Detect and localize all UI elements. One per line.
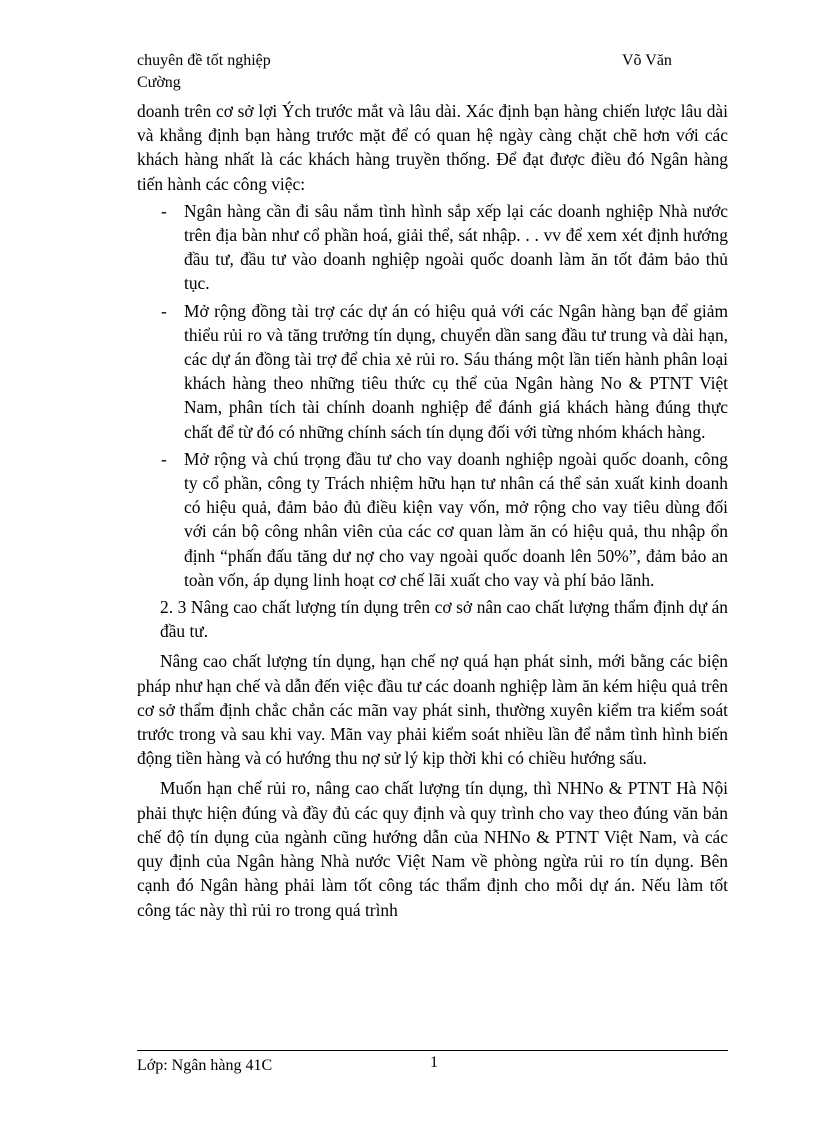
document-body — [137, 99, 728, 922]
header-author: Võ Văn — [622, 52, 672, 69]
header-left — [137, 50, 437, 94]
list-item — [137, 199, 728, 296]
list-item — [137, 299, 728, 444]
bullet-list — [137, 199, 728, 592]
footer-class-label: Lớp: Ngân hàng 41C — [137, 1057, 273, 1074]
bullet-text: Ngân hàng cần đi sâu nắm tình hình sắp xếp lại các doanh nghiệp Nhà nước trên địa bàn như cổ phần hoá, giải thể, sát nhập. . . vv để xem xét định hướng đầu tư, đầu tư vào doanh nghiệp ngoài quốc doanh làm ăn tốt đảm bảo thủ tục. — [184, 200, 728, 294]
footer-divider — [137, 1050, 728, 1051]
bullet-marker: - — [161, 448, 167, 469]
body-paragraph: Nâng cao chất lượng tín dụng, hạn chế nợ quá hạn phát sinh, mới bằng các biện pháp như hạn chế và dẫn đến việc đầu tư các doanh nghiệp làm ăn kém hiệu quả trên cơ sở thẩm định chắc chắn các mãn vay phát sinh, thường xuyên kiểm tra kiểm soát trước trong và sau khi vay. Mãn vay phải kiểm soát nhiều lần để nắm tình hình biến động tiền hàng và có hướng thu nợ sử lý kịp thời khi có chiều hướng sấu. — [137, 651, 728, 769]
header-title: chuyên đề tốt nghiệp — [137, 52, 271, 69]
page-number: 1 — [430, 1054, 438, 1071]
list-item — [137, 447, 728, 592]
body-paragraph: Muốn hạn chế rủi ro, nâng cao chất lượng tín dụng, thì NHNo & PTNT Hà Nội phải thực hiện đúng và đầy đủ các quy định và quy trình cho vay theo đúng văn bản chế độ tín dụng của ngành cũng hướng dẫn của NHNo & PTNT Việt Nam, và các quy định của Ngân hàng Nhà nước Việt Nam về phòng ngừa rủi ro tín dụng. Bên cạnh đó Ngân hàng phải làm tốt công tác thẩm định cho mỗi dự án. Nếu làm tốt công tác này thì rủi ro trong quá trình — [137, 778, 728, 920]
header-title-continued: Cường — [137, 74, 181, 91]
section-heading: 2. 3 Nâng cao chất lượng tín dụng trên cơ sở nân cao chất lượng thẩm định dự án đầu tư. — [160, 597, 728, 642]
bullet-marker: - — [161, 300, 167, 321]
intro-paragraph: doanh trên cơ sở lợi Ých trước mắt và lâu dài. Xác định bạn hàng chiến lược lâu dài và khẳng định bạn hàng trước mặt để có quan hệ ngày càng chặt chẽ hơn với các khách hàng nhất là các khách hàng truyền thống. Để đạt được điều đó Ngân hàng tiến hành các công việc: — [137, 101, 728, 194]
bullet-text: Mở rộng đồng tài trợ các dự án có hiệu quả với các Ngân hàng bạn để giảm thiểu rủi ro và tăng trưởng tín dụng, chuyển dần sang đầu tư trung và dài hạn, các dự án đồng tài trợ để chia xẻ rủi ro. Sáu tháng một lần tiến hành phân loại khách hàng theo những tiêu thức cụ thể của Ngân hàng No & PTNT Việt Nam, phân tích tài chính doanh nghiệp để đánh giá khách hàng đúng thực chất để từ đó có những chính sách tín dụng đối với từng nhóm khách hàng. — [184, 300, 728, 442]
bullet-text: Mở rộng và chú trọng đầu tư cho vay doanh nghiệp ngoài quốc doanh, công ty cổ phần, công ty Trách nhiệm hữu hạn tư nhân cá thể sản xuất kinh doanh có hiệu quả, đảm bảo đủ điều kiện vay vốn, mở rộng cho vay tiêu dùng đối với cán bộ công nhân viên của các cơ quan làm ăn có hiệu quả, thu nhập ổn định “phấn đấu tăng dư nợ cho vay ngoài quốc doanh lên 50%”, đảm bảo an toàn vốn, áp dụng linh hoạt cơ chế lãi xuất cho vay và phí bảo lãnh. — [184, 448, 728, 590]
bullet-marker: - — [161, 200, 167, 221]
